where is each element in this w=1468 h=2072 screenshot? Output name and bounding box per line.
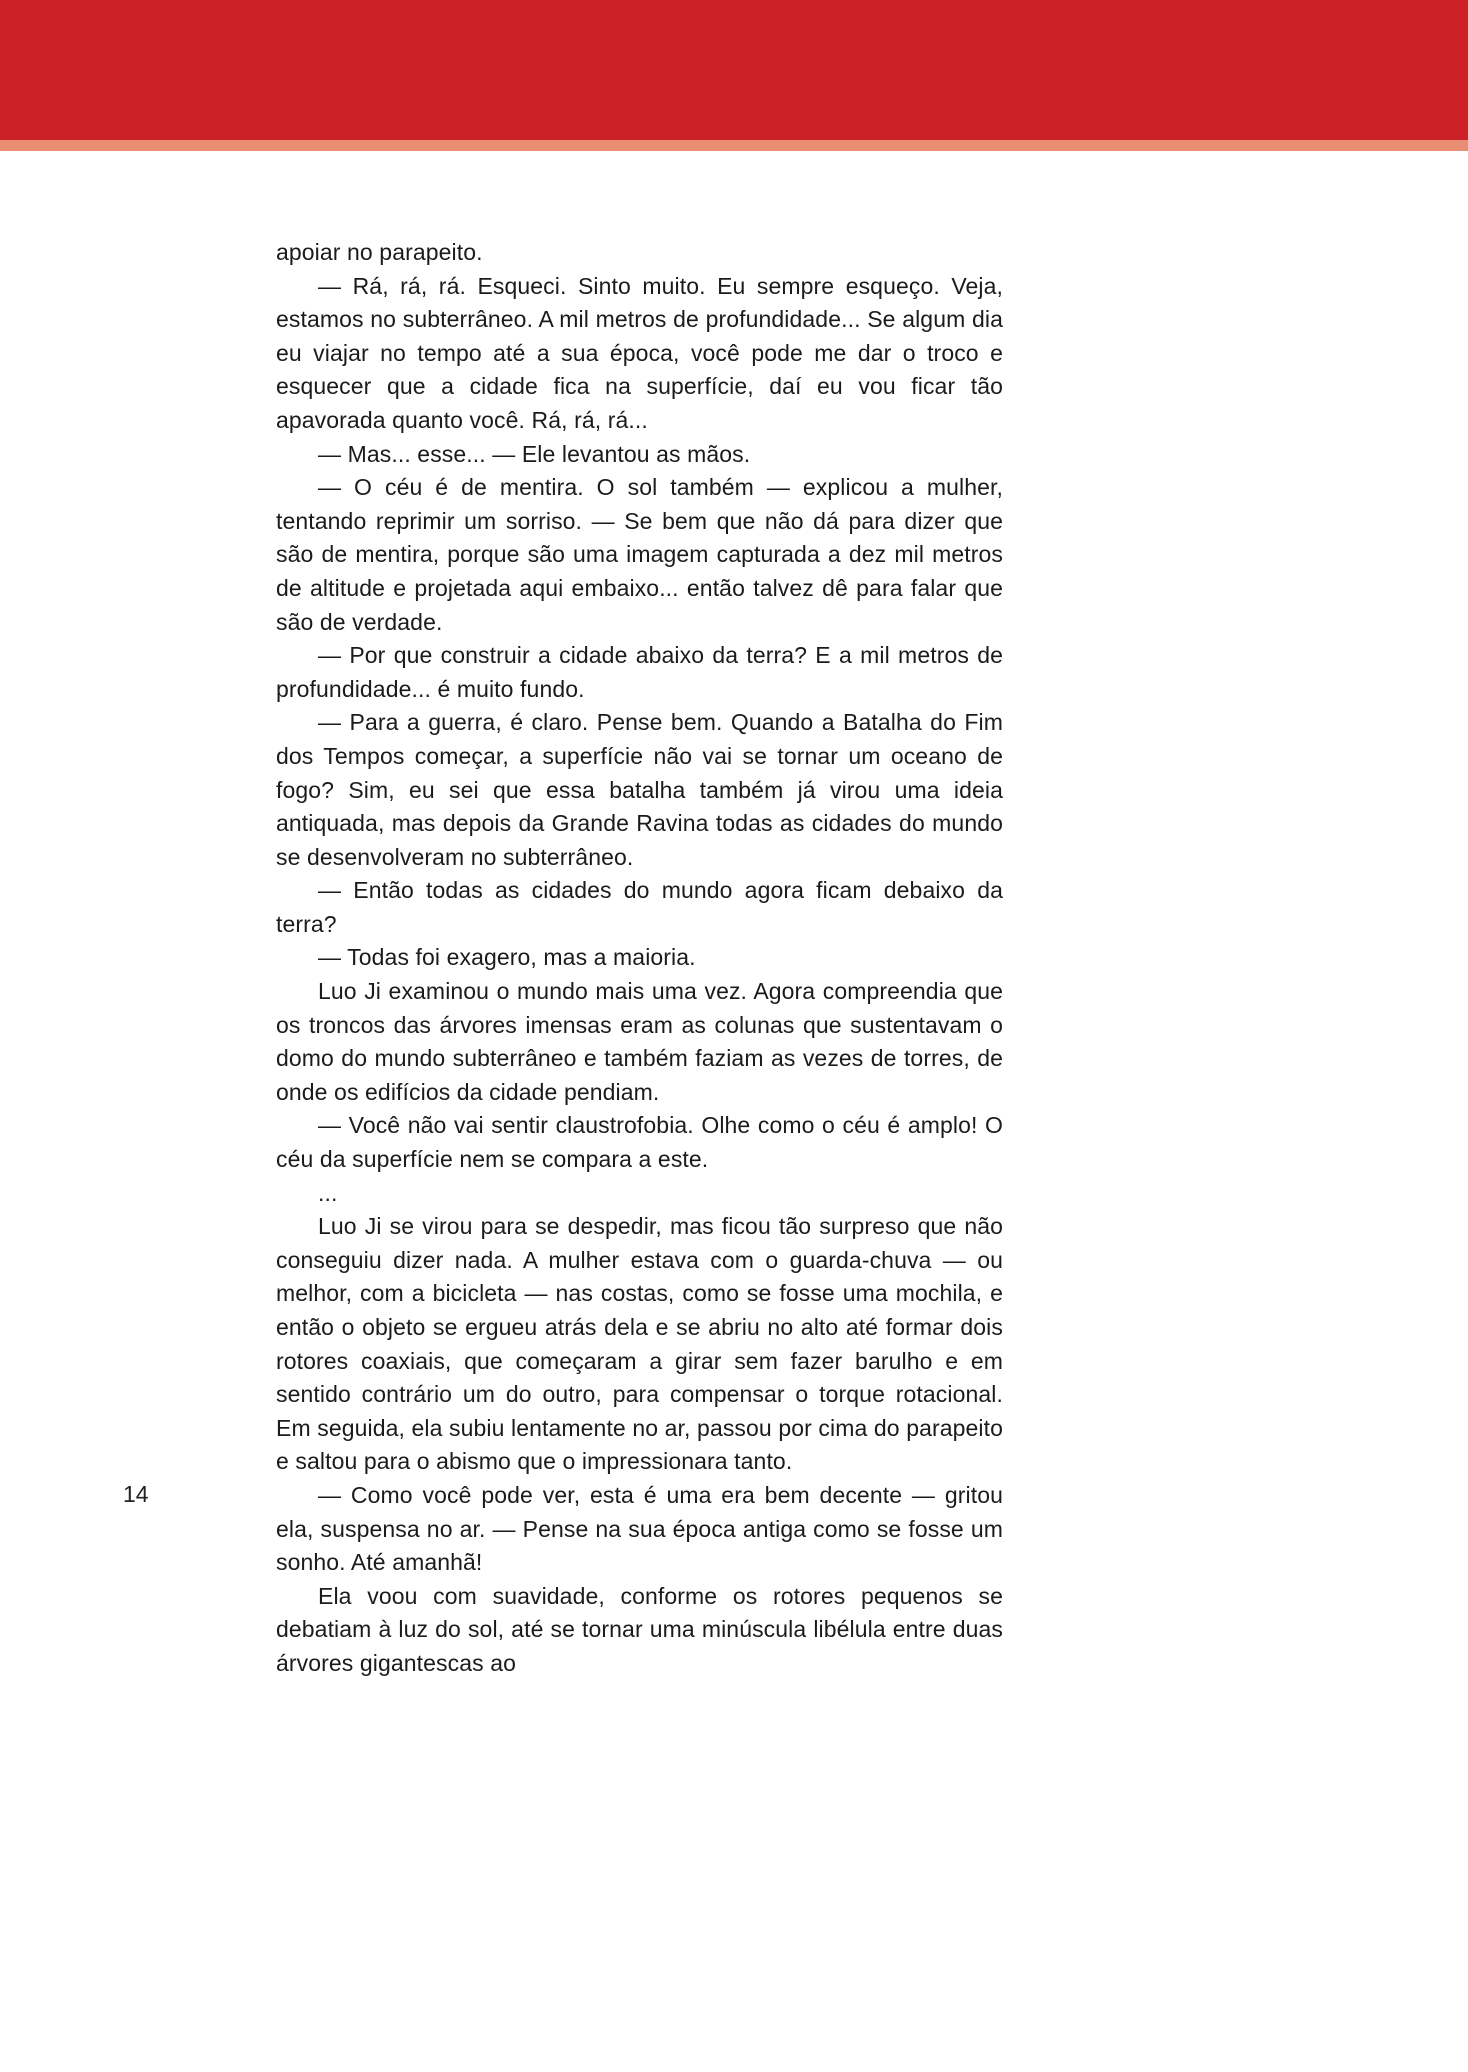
paragraph: ... [318,1179,338,1206]
paragraph: — Rá, rá, rá. Esqueci. Sinto muito. Eu sempre esqueço. Veja, estamos no subterrâneo. A mil metros de profundidade... Se algum dia eu viajar no tempo até a sua época, você pode me dar o troco e esquecer que a cidade fica na superfície, daí eu vou ficar tão apavorada quanto você. Rá, rá, rá... [276,272,1003,433]
paragraph: — Todas foi exagero, mas a maioria. [318,944,696,971]
paragraph: — Mas... esse... — Ele levantou as mãos. [318,440,751,467]
paragraph: — Então todas as cidades do mundo agora ficam debaixo da terra? [276,877,1003,937]
paragraph: — Para a guerra, é claro. Pense bem. Quando a Batalha do Fim dos Tempos começar, a superfície não vai se tornar um oceano de fogo? Sim, eu sei que essa batalha também já virou uma ideia antiquada, mas depois da Grande Ravina todas as cidades do mundo se desenvolveram no subterrâneo. [276,709,1003,870]
paragraph: Ela voou com suavidade, conforme os rotores pequenos se debatiam à luz do sol, até se tornar uma minúscula libélula entre duas árvores gigantescas ao [276,1582,1003,1676]
paragraph: Luo Ji examinou o mundo mais uma vez. Agora compreendia que os troncos das árvores imensas eram as colunas que sustentavam o domo do mundo subterrâneo e também faziam as vezes de torres, de onde os edifícios da cidade pendiam. [276,978,1003,1105]
paragraph: — Como você pode ver, esta é uma era bem decente — gritou ela, suspensa no ar. — Pense na sua época antiga como se fosse um sonho. Até amanhã! [276,1481,1003,1576]
paragraph: Luo Ji se virou para se despedir, mas ficou tão surpreso que não conseguiu dizer nada. A mulher estava com o guarda-chuva — ou melhor, com a bicicleta — nas costas, como se fosse uma mochila, e então o objeto se ergueu atrás dela e se abriu no alto até formar dois rotores coaxiais, que começaram a girar sem fazer barulho e em sentido contrário um do outro, para compensar o torque rotacional. Em seguida, ela subiu lentamente no ar, passou por cima do parapeito e saltou para o abismo que o impressionara tanto. [276,1213,1003,1475]
paragraph: — Por que construir a cidade abaixo da terra? E a mil metros de profundidade... é muito fundo. [276,642,1003,702]
page-number: 14 [123,1481,149,1507]
paragraph: — O céu é de mentira. O sol também — explicou a mulher, tentando reprimir um sorriso. — Se bem que não dá para dizer que são de mentira, porque são uma imagem capturada a dez mil metros de altitude e projetada aqui embaixo... então talvez dê para falar que são de verdade. [276,474,1003,635]
header-red-band [0,0,1468,140]
paragraph: — Você não vai sentir claustrofobia. Olhe como o céu é amplo! O céu da superfície nem se compara a este. [276,1112,1003,1173]
paragraph: apoiar no parapeito. [276,239,483,265]
header-accent-strip [0,140,1468,151]
text-block [276,236,1003,1681]
